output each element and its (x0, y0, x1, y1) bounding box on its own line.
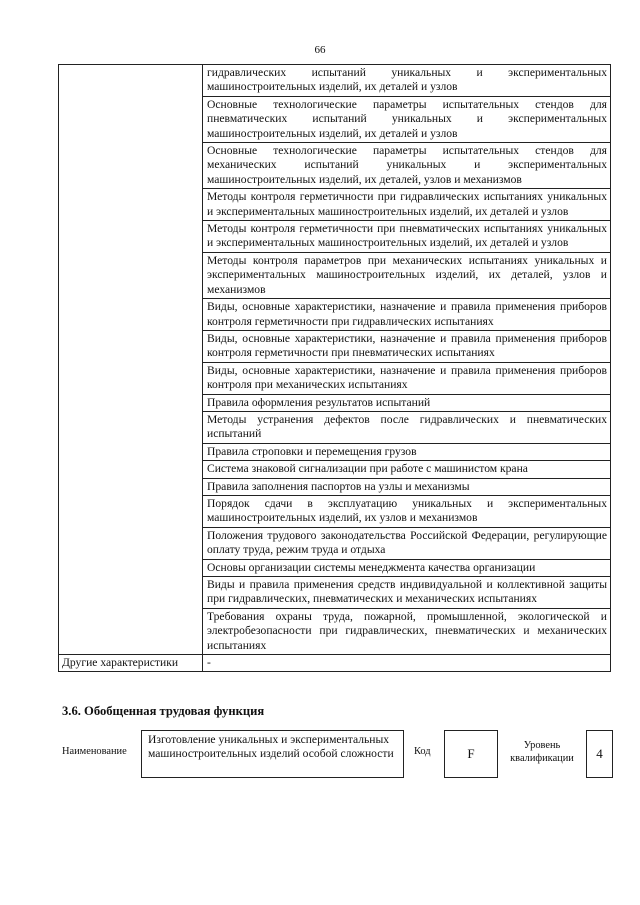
name-label: Наименование (62, 746, 127, 757)
knowledge-item: Методы контроля герметичности при пневматических испытаниях уникальных и экспериментальных машиностроительных изделий, их деталей и узлов (203, 221, 611, 253)
knowledge-item: Основы организации системы менеджмента качества организации (203, 559, 611, 576)
knowledge-item: Правила строповки и перемещения грузов (203, 443, 611, 460)
level-label: Уровень квалификации (510, 740, 574, 764)
knowledge-item: Методы контроля герметичности при гидравлических испытаниях уникальных и экспериментальных машиностроительных изделий, их деталей и узлов (203, 189, 611, 221)
section-heading: 3.6. Обобщенная трудовая функция (62, 704, 265, 718)
row-label-cell (59, 65, 203, 655)
knowledge-item: Правила заполнения паспортов на узлы и механизмы (203, 478, 611, 495)
knowledge-item: Требования охраны труда, пожарной, промышленной, экологической и электробезопасности при гидравлических, пневматических и механических испытаниях (203, 608, 611, 654)
table-row (59, 655, 611, 672)
other-characteristics-value: - (203, 655, 611, 672)
qualification-level-field: 4 (586, 730, 613, 778)
other-characteristics-label: Другие характеристики (59, 655, 203, 672)
function-code-field: F (444, 730, 498, 778)
table-row (59, 65, 611, 97)
knowledge-item: Система знаковой сигнализации при работе с машинистом крана (203, 461, 611, 478)
knowledge-item: Правила оформления результатов испытаний (203, 394, 611, 411)
page-number: 66 (314, 44, 326, 56)
knowledge-table (58, 64, 611, 672)
knowledge-item: Виды, основные характеристики, назначение и правила применения приборов контроля при механических испытаниях (203, 362, 611, 394)
knowledge-item: Основные технологические параметры испытательных стендов для механических испытаний уникальных и экспериментальных машиностроительных изделий, их деталей, узлов и механизмов (203, 143, 611, 189)
knowledge-item: Методы устранения дефектов после гидравлических и пневматических испытаний (203, 411, 611, 443)
knowledge-item: гидравлических испытаний уникальных и экспериментальных машиностроительных изделий, их деталей и узлов (203, 65, 611, 97)
knowledge-item: Порядок сдачи в эксплуатацию уникальных и экспериментальных машиностроительных изделий, их узлов и механизмов (203, 495, 611, 527)
knowledge-item: Виды, основные характеристики, назначение и правила применения приборов контроля герметичности при гидравлических испытаниях (203, 299, 611, 331)
knowledge-item: Методы контроля параметров при механических испытаниях уникальных и экспериментальных машиностроительных изделий, их деталей, узлов и механизмов (203, 252, 611, 298)
code-label: Код (414, 746, 431, 757)
function-name-field: Изготовление уникальных и экспериментальных машиностроительных изделий особой сложности (141, 730, 404, 778)
knowledge-item: Виды и правила применения средств индивидуальной и коллективной защиты при гидравлических, пневматических и механических испытаниях (203, 577, 611, 609)
knowledge-item: Основные технологические параметры испытательных стендов для пневматических испытаний уникальных и экспериментальных машиностроительных изделий, их деталей и узлов (203, 96, 611, 142)
knowledge-item: Виды, основные характеристики, назначение и правила применения приборов контроля герметичности при пневматических испытаниях (203, 330, 611, 362)
knowledge-item: Положения трудового законодательства Российской Федерации, регулирующие оплату труда, режим труда и отдыха (203, 527, 611, 559)
